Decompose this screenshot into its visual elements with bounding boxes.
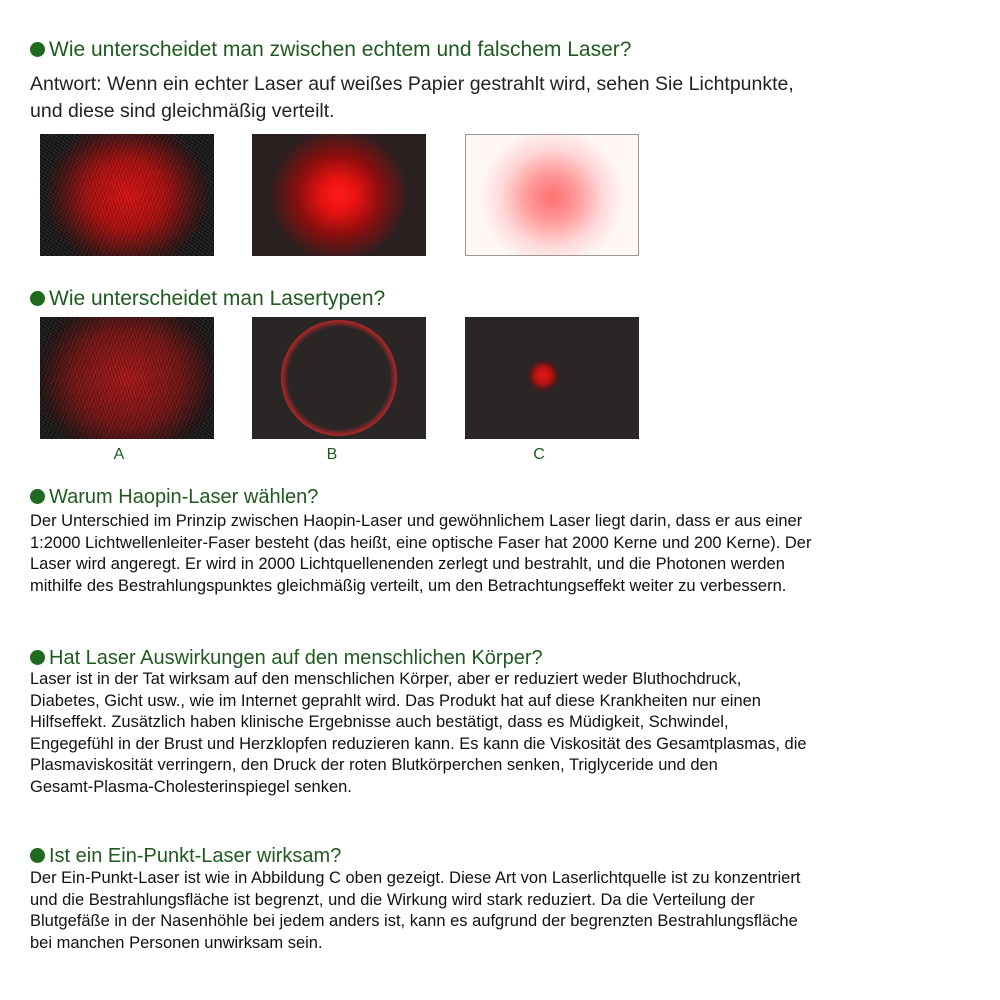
heading-text: Wie unterscheidet man Lasertypen? [49,287,386,310]
paragraph-single-point [30,868,980,954]
label-c: C [533,446,545,463]
answer-text [30,71,980,125]
paragraph-why-haopin [30,511,980,597]
bullet-dot-icon [30,291,45,306]
paragraph-line: Diabetes, Gicht usw., wie im Internet geprahlt wird. Das Produkt hat auf diese Krankheiten nur einen [30,691,761,710]
speckle-laser-photo [40,134,214,256]
section-heading-why-haopin [30,486,318,509]
heading-text: Warum Haopin-Laser wählen? [49,486,319,508]
bullet-dot-icon [30,848,45,863]
paragraph-line: Gesamt-Plasma-Cholesterinspiegel senken. [30,777,352,796]
red-glow-photo [252,134,426,256]
heading-text: Hat Laser Auswirkungen auf den menschlichen Körper? [49,647,543,669]
laser-type-b-photo [252,317,426,439]
heading-text: Wie unterscheidet man zwischen echtem und falschem Laser? [49,38,632,61]
paragraph-line: und die Bestrahlungsfläche ist begrenzt, und die Wirkung wird stark reduziert. Da die Verteilung der [30,890,755,909]
laser-type-a-photo [40,317,214,439]
paragraph-line: mithilfe des Bestrahlungspunktes gleichmäßig verteilt, um den Betrachtungseffekt weiter zu verbessern. [30,576,787,595]
pink-glow-on-paper-photo [465,134,639,256]
bullet-dot-icon [30,650,45,665]
label-b: B [326,446,338,463]
bullet-dot-icon [30,489,45,504]
section-heading-laser-types [30,287,385,311]
answer-line: Antwort: Wenn ein echter Laser auf weißes Papier gestrahlt wird, sehen Sie Lichtpunkte, [30,73,794,95]
paragraph-line: Blutgefäße in der Nasenhöhle bei jedem anders ist, kann es aufgrund der begrenzten Bestrahlungsfläche [30,912,798,930]
paragraph-line: bei manchen Personen unwirksam sein. [30,933,323,952]
bullet-dot-icon [30,42,45,57]
paragraph-line: Laser ist in der Tat wirksam auf den menschlichen Körper, aber er reduziert weder Bluthochdruck, [30,670,742,688]
paragraph-line: Der Ein-Punkt-Laser ist wie in Abbildung C oben gezeigt. Diese Art von Laserlichtquelle ist zu konzentriert [30,869,801,887]
section-heading-real-fake [30,38,631,62]
paragraph-line: Hilfseffekt. Zusätzlich haben klinische Ergebnisse auch bestätigt, dass es Müdigkeit, Schwindel, [30,713,729,731]
paragraph-line: Engegefühl in der Brust und Herzklopfen reduzieren kann. Es kann die Viskosität des Gesamtplasmas, die [30,734,807,753]
paragraph-line: Laser wird angeregt. Er wird in 2000 Lichtquellenenden zerlegt und bestrahlt, und die Photonen werden [30,555,785,573]
heading-text: Ist ein Ein-Punkt-Laser wirksam? [49,845,342,867]
section-heading-single-point [30,845,341,868]
paragraph-line: Plasmaviskosität verringern, den Druck der roten Blutkörperchen senken, Triglyceride und den [30,756,718,774]
paragraph-line: 1:2000 Lichtwellenleiter-Faser besteht (das heißt, eine optische Faser hat 2000 Kerne und 200 Kerne). Der [30,533,812,552]
answer-line: und diese sind gleichmäßig verteilt. [30,100,335,122]
red-ring-shape [281,320,397,436]
label-a: A [113,446,125,463]
section-heading-body-effects [30,647,543,670]
laser-type-c-photo [465,317,639,439]
paragraph-body-effects [30,669,980,798]
paragraph-line: Der Unterschied im Prinzip zwischen Haopin-Laser und gewöhnlichem Laser liegt darin, dass er aus einer [30,512,803,530]
